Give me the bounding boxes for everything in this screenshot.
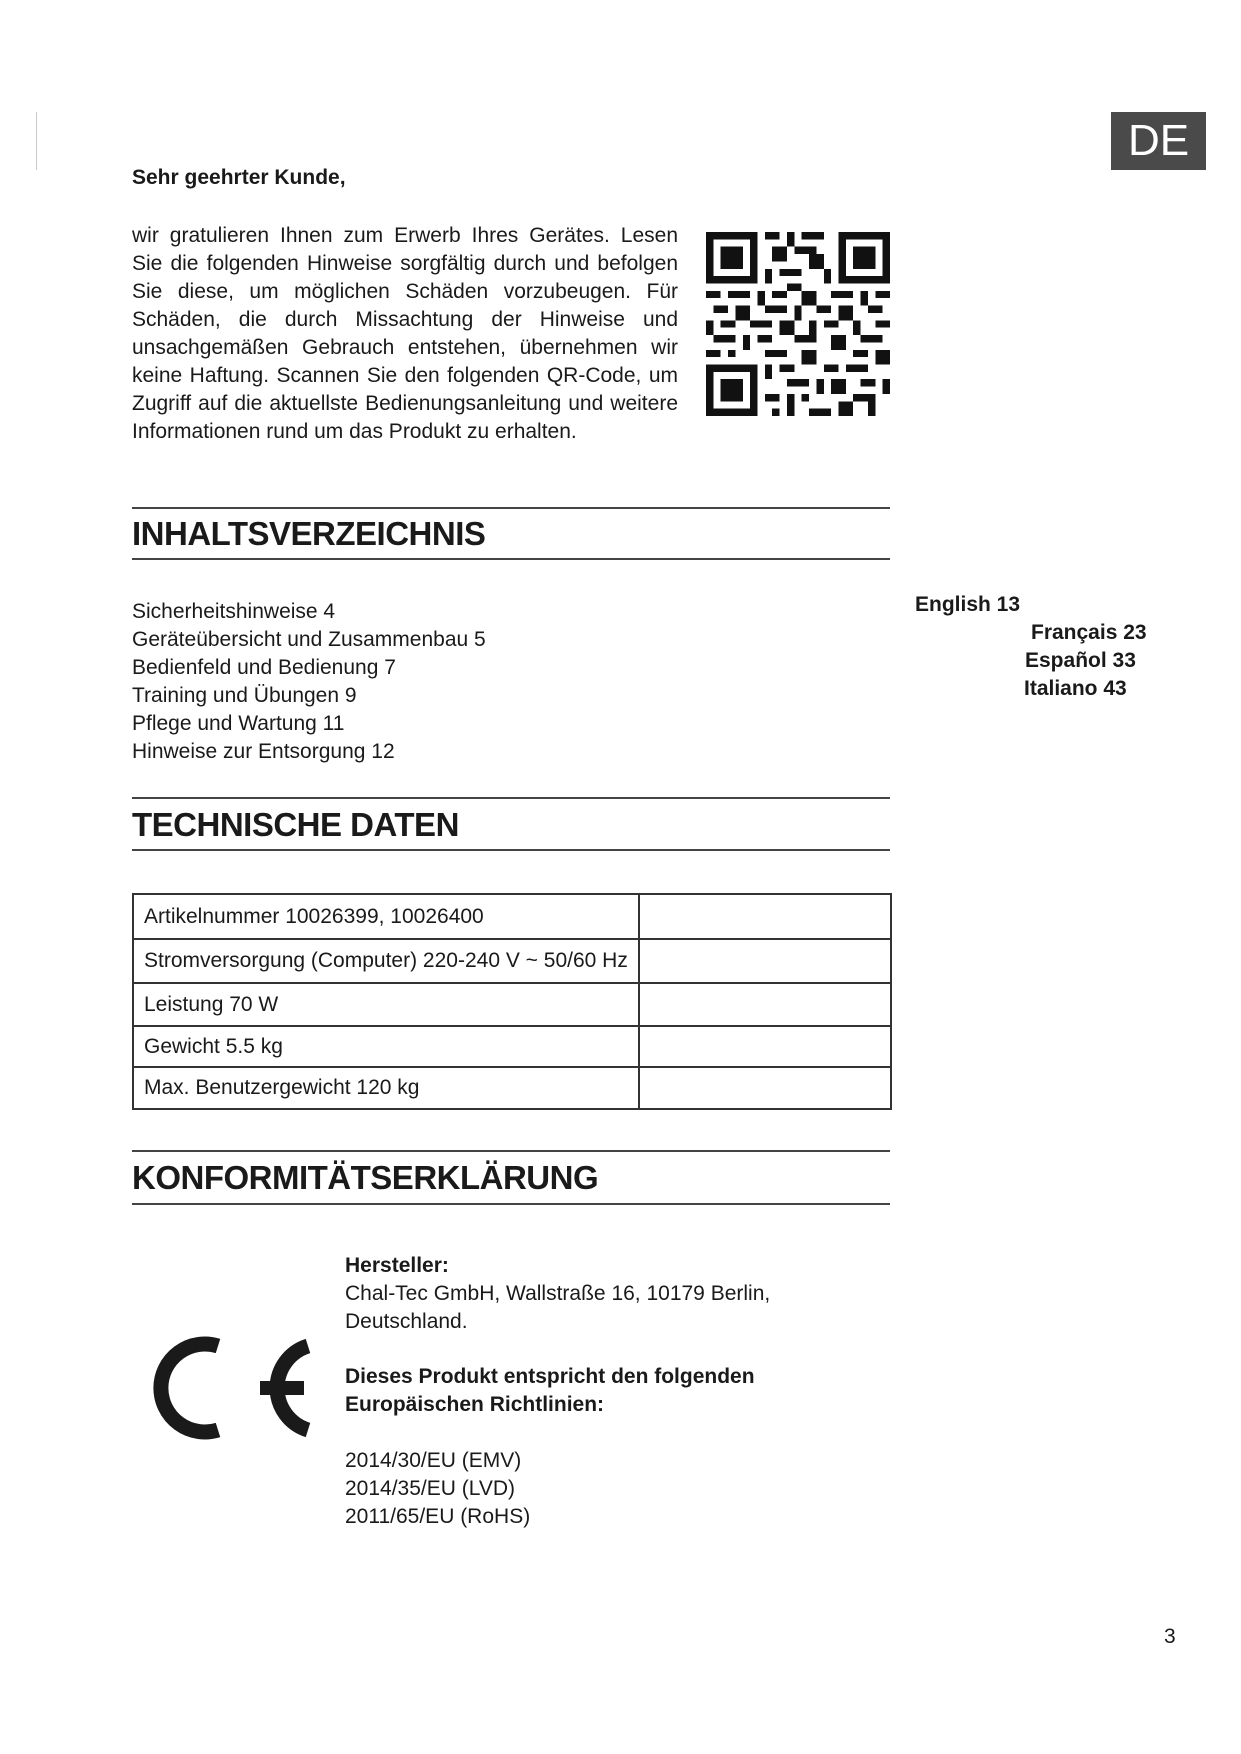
- conformity-rule-top: [132, 1150, 890, 1152]
- specs-table: [132, 893, 892, 1110]
- toc-item[interactable]: Sicherheitshinweise 4: [132, 600, 336, 623]
- table-row: [133, 983, 891, 1026]
- table-row: [133, 894, 891, 939]
- toc-item[interactable]: Geräteübersicht und Zusammenbau 5: [132, 628, 486, 651]
- table-row: [133, 1067, 891, 1109]
- spec-value-cell: [639, 1026, 891, 1067]
- toc-item[interactable]: Bedienfeld und Bedienung 7: [132, 656, 396, 679]
- lang-english[interactable]: English 13: [915, 593, 1021, 616]
- directives-intro: Europäischen Richtlinien:: [345, 1393, 605, 1416]
- lang-italiano[interactable]: Italiano 43: [1024, 677, 1127, 700]
- ce-mark-icon: [148, 1328, 316, 1448]
- table-row: [133, 1026, 891, 1067]
- directives-intro: Dieses Produkt entspricht den folgenden: [345, 1365, 755, 1388]
- conformity-rule-bottom: [132, 1203, 890, 1205]
- manufacturer-line: Chal-Tec GmbH, Wallstraße 16, 10179 Berlin,: [345, 1282, 771, 1305]
- conformity-block: [345, 1252, 770, 1531]
- toc-item[interactable]: Pflege und Wartung 11: [132, 712, 345, 735]
- toc-rule-top: [132, 507, 890, 509]
- manufacturer-line: Deutschland.: [345, 1310, 468, 1333]
- toc-item[interactable]: Hinweise zur Entsorgung 12: [132, 740, 395, 763]
- margin-mark: [36, 112, 37, 170]
- spec-cell: Artikelnummer 10026399, 10026400: [133, 894, 639, 939]
- spec-cell: Leistung 70 W: [133, 983, 639, 1026]
- intro-text: wir gratulieren Ihnen zum Erwerb Ihres Gerätes. Lesen Sie die folgenden Hinweise sorgfältig durch und befolgen Sie diese, um möglichen Schäden vorzubeugen. Für Schäden, die durch Missachtung der Hinweise und unsachgemäßen Gebrauch entstehen, übernehmen wir keine Haftung. Scannen Sie den folgenden QR-Code, um Zugriff auf die aktuellste Bedienungsanleitung und weitere Informationen rund um das Produkt zu erhalten.: [132, 224, 678, 443]
- toc-heading: INHALTSVERZEICHNIS: [132, 515, 486, 552]
- lang-espanol[interactable]: Español 33: [1025, 649, 1136, 672]
- directive-item: 2011/65/EU (RoHS): [345, 1505, 531, 1528]
- qr-code[interactable]: [706, 232, 890, 416]
- toc-rule-bottom: [132, 558, 890, 560]
- language-tag: DE: [1111, 112, 1206, 170]
- spec-value-cell: [639, 939, 891, 983]
- greeting: Sehr geehrter Kunde,: [132, 166, 346, 189]
- table-row: [133, 939, 891, 983]
- conformity-heading: KONFORMITÄTSERKLÄRUNG: [132, 1159, 599, 1196]
- spec-value-cell: [639, 1067, 891, 1109]
- lang-francais[interactable]: Français 23: [1031, 621, 1147, 644]
- toc-list: [132, 598, 486, 766]
- spec-cell: Max. Benutzergewicht 120 kg: [133, 1067, 639, 1109]
- spec-value-cell: [639, 983, 891, 1026]
- page-number: 3: [1164, 1625, 1176, 1648]
- spec-value-cell: [639, 894, 891, 939]
- spec-cell: Stromversorgung (Computer) 220-240 V ~ 50/60 Hz: [133, 939, 639, 983]
- specs-rule-bottom: [132, 849, 890, 851]
- spec-cell: Gewicht 5.5 kg: [133, 1026, 639, 1067]
- directive-item: 2014/35/EU (LVD): [345, 1477, 516, 1500]
- directive-item: 2014/30/EU (EMV): [345, 1449, 522, 1472]
- specs-rule-top: [132, 797, 890, 799]
- manufacturer-label: Hersteller:: [345, 1254, 449, 1277]
- toc-item[interactable]: Training und Übungen 9: [132, 684, 357, 707]
- specs-heading: TECHNISCHE DATEN: [132, 806, 459, 843]
